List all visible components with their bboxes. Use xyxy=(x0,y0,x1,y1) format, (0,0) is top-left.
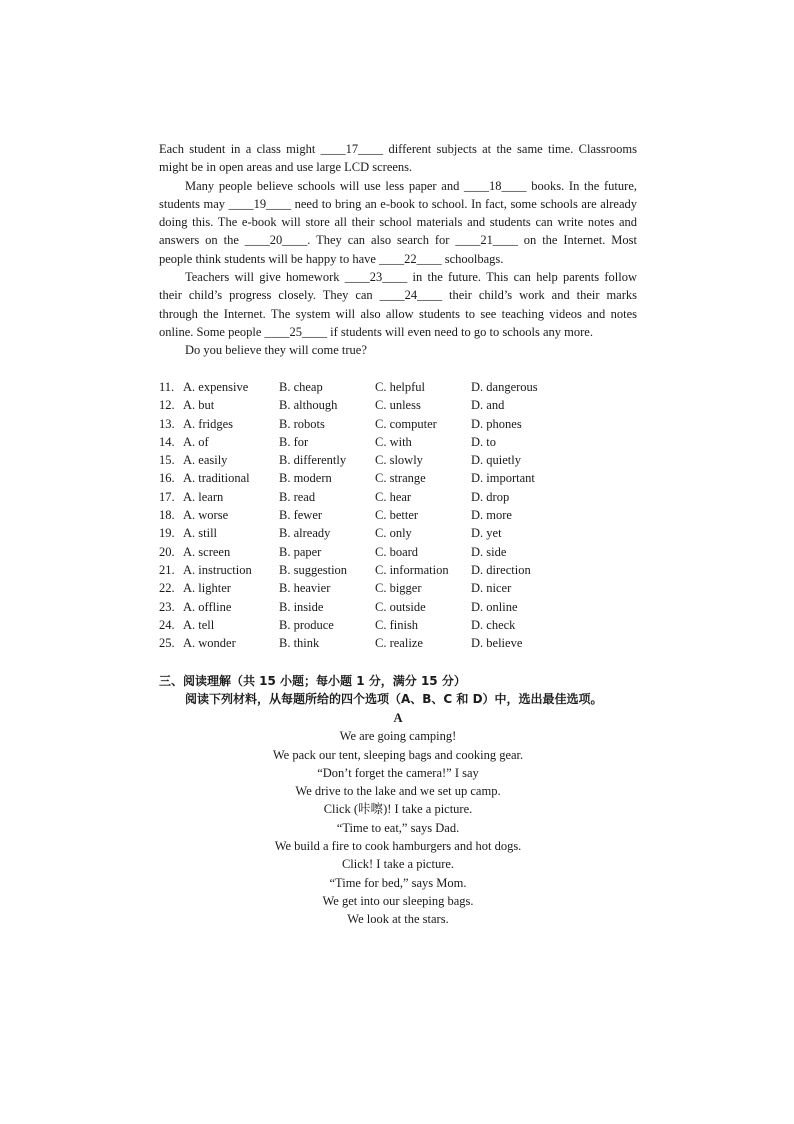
option-a: A. of xyxy=(183,434,209,449)
option-c: C. with xyxy=(375,434,412,449)
question-row xyxy=(159,415,567,433)
option-c: C. realize xyxy=(375,636,423,651)
passage-line: We pack our tent, sleeping bags and cooking gear. xyxy=(272,747,524,762)
option-c: C. bigger xyxy=(375,581,422,596)
passage-line: We get into our sleeping bags. xyxy=(322,893,474,908)
option-b: B. inside xyxy=(279,599,324,614)
option-c: C. better xyxy=(375,508,419,523)
passage-paragraph-2 xyxy=(159,177,637,268)
question-row xyxy=(159,579,567,597)
option-a: A. still xyxy=(183,526,218,541)
question-number: 17. xyxy=(159,489,175,504)
option-b: B. heavier xyxy=(279,581,331,596)
question-number: 16. xyxy=(159,471,175,486)
passage-line: We drive to the lake and we set up camp. xyxy=(295,784,501,799)
question-row xyxy=(159,378,567,396)
option-a: A. fridges xyxy=(183,416,233,431)
question-row xyxy=(159,524,567,542)
option-c: C. strange xyxy=(375,471,426,486)
option-a: A. expensive xyxy=(183,380,249,394)
option-c: C. helpful xyxy=(375,380,425,394)
option-c: C. unless xyxy=(375,398,421,413)
option-b: B. modern xyxy=(279,471,332,486)
option-d: D. direction xyxy=(471,562,531,577)
question-row xyxy=(159,598,567,616)
option-b: B. fewer xyxy=(279,508,323,523)
passage-line: answers on the ____20____. They can also search for ____21____ on the Internet. Most xyxy=(159,233,637,248)
option-d: D. dangerous xyxy=(471,380,538,394)
option-d: D. believe xyxy=(471,636,523,651)
cloze-passage xyxy=(159,140,637,360)
question-number: 24. xyxy=(159,617,175,632)
question-number: 25. xyxy=(159,636,175,651)
question-row xyxy=(159,561,567,579)
passage-title: A xyxy=(393,711,403,725)
passage-paragraph-1 xyxy=(159,140,637,177)
option-c: C. board xyxy=(375,544,419,559)
option-c: C. hear xyxy=(375,489,412,504)
reading-section xyxy=(159,672,637,709)
question-number: 23. xyxy=(159,599,175,614)
passage-line: “Time for bed,” says Mom. xyxy=(329,875,467,890)
option-c: C. only xyxy=(375,526,412,541)
option-b: B. cheap xyxy=(279,380,323,394)
option-d: D. to xyxy=(471,434,496,449)
question-number: 18. xyxy=(159,508,175,523)
option-b: B. read xyxy=(279,489,316,504)
option-a: A. screen xyxy=(183,544,231,559)
option-d: D. nicer xyxy=(471,581,512,596)
option-a: A. offline xyxy=(183,599,232,614)
reading-passage-a xyxy=(159,709,637,929)
option-a: A. lighter xyxy=(183,581,231,596)
option-c: C. computer xyxy=(375,416,437,431)
question-row xyxy=(159,451,567,469)
section-heading: 三、阅读理解（共 15 小题；每小题 1 分，满分 15 分） xyxy=(159,674,466,688)
option-b: B. although xyxy=(279,398,338,413)
question-number: 19. xyxy=(159,526,175,541)
question-row xyxy=(159,488,567,506)
option-b: B. think xyxy=(279,636,320,651)
question-row xyxy=(159,433,567,451)
option-c: C. slowly xyxy=(375,453,423,468)
option-b: B. for xyxy=(279,434,309,449)
question-row xyxy=(159,506,567,524)
option-d: D. drop xyxy=(471,489,510,504)
question-number: 14. xyxy=(159,434,175,449)
option-b: B. differently xyxy=(279,453,347,468)
passage-line: online. Some people ____25____ if students will even need to go to schools any more. xyxy=(159,324,593,339)
option-a: A. easily xyxy=(183,453,228,468)
option-a: A. wonder xyxy=(183,636,236,651)
question-row xyxy=(159,616,567,634)
option-a: A. instruction xyxy=(183,562,252,577)
passage-paragraph-3 xyxy=(159,268,637,341)
option-d: D. quietly xyxy=(471,453,521,468)
option-d: D. important xyxy=(471,471,535,486)
passage-paragraph-4: Do you believe they will come true? xyxy=(185,343,367,358)
option-d: D. online xyxy=(471,599,518,614)
option-a: A. traditional xyxy=(183,471,250,486)
option-d: D. check xyxy=(471,617,516,632)
question-row xyxy=(159,634,567,652)
passage-line: We look at the stars. xyxy=(347,912,449,927)
option-a: A. learn xyxy=(183,489,224,504)
question-row xyxy=(159,543,567,561)
question-number: 15. xyxy=(159,453,175,468)
passage-line: might be in open areas and use large LCD screens. xyxy=(159,160,413,175)
option-d: D. side xyxy=(471,544,507,559)
passage-line: their child’s progress closely. They can ____24____ their child’s work and their marks xyxy=(159,288,637,303)
passage-line: Each student in a class might ____17____ different subjects at the same time. Classrooms xyxy=(159,142,637,156)
option-a: A. worse xyxy=(183,508,229,523)
passage-line: Click! I take a picture. xyxy=(341,857,455,872)
passage-line: people think students will be happy to have ____22____ schoolbags. xyxy=(159,251,504,266)
passage-line: “Don’t forget the camera!” I say xyxy=(317,765,479,780)
option-c: C. information xyxy=(375,562,449,577)
option-d: D. and xyxy=(471,398,505,413)
answer-options xyxy=(159,378,567,652)
question-row xyxy=(159,469,567,487)
option-b: B. suggestion xyxy=(279,562,348,577)
question-number: 20. xyxy=(159,544,175,559)
option-d: D. yet xyxy=(471,526,502,541)
option-a: A. but xyxy=(183,398,215,413)
passage-line: “Time to eat,” says Dad. xyxy=(336,820,460,835)
question-row xyxy=(159,396,567,414)
passage-line: Many people believe schools will use less paper and ____18____ books. In the future, xyxy=(185,178,637,193)
option-c: C. outside xyxy=(375,599,426,614)
passage-line: We build a fire to cook hamburgers and hot dogs. xyxy=(274,839,522,854)
passage-line: students may ____19____ need to bring an e-book to school. In fact, some schools are already xyxy=(159,196,637,211)
option-b: B. robots xyxy=(279,416,325,431)
option-a: A. tell xyxy=(183,617,215,632)
question-number: 13. xyxy=(159,416,175,431)
passage-line: Click (咔嚓)! I take a picture. xyxy=(323,802,473,817)
question-number: 12. xyxy=(159,398,175,413)
option-d: D. phones xyxy=(471,416,522,431)
passage-line: We are going camping! xyxy=(339,729,457,744)
question-number: 22. xyxy=(159,581,175,596)
passage-line: Teachers will give homework ____23____ in the future. This can help parents follow xyxy=(185,270,637,285)
question-number: 11. xyxy=(159,380,175,394)
option-b: B. paper xyxy=(279,544,322,559)
option-b: B. already xyxy=(279,526,331,541)
section-instruction: 阅读下列材料，从每题所给的四个选项（A、B、C 和 D）中，选出最佳选项。 xyxy=(185,692,603,707)
option-d: D. more xyxy=(471,508,512,523)
option-c: C. finish xyxy=(375,617,419,632)
option-b: B. produce xyxy=(279,617,334,632)
passage-line: doing this. The e-book will store all their school materials and students can write notes and xyxy=(159,215,637,230)
passage-line: through the Internet. The system will also allow students to see teaching videos and notes xyxy=(159,306,637,321)
question-number: 21. xyxy=(159,562,175,577)
